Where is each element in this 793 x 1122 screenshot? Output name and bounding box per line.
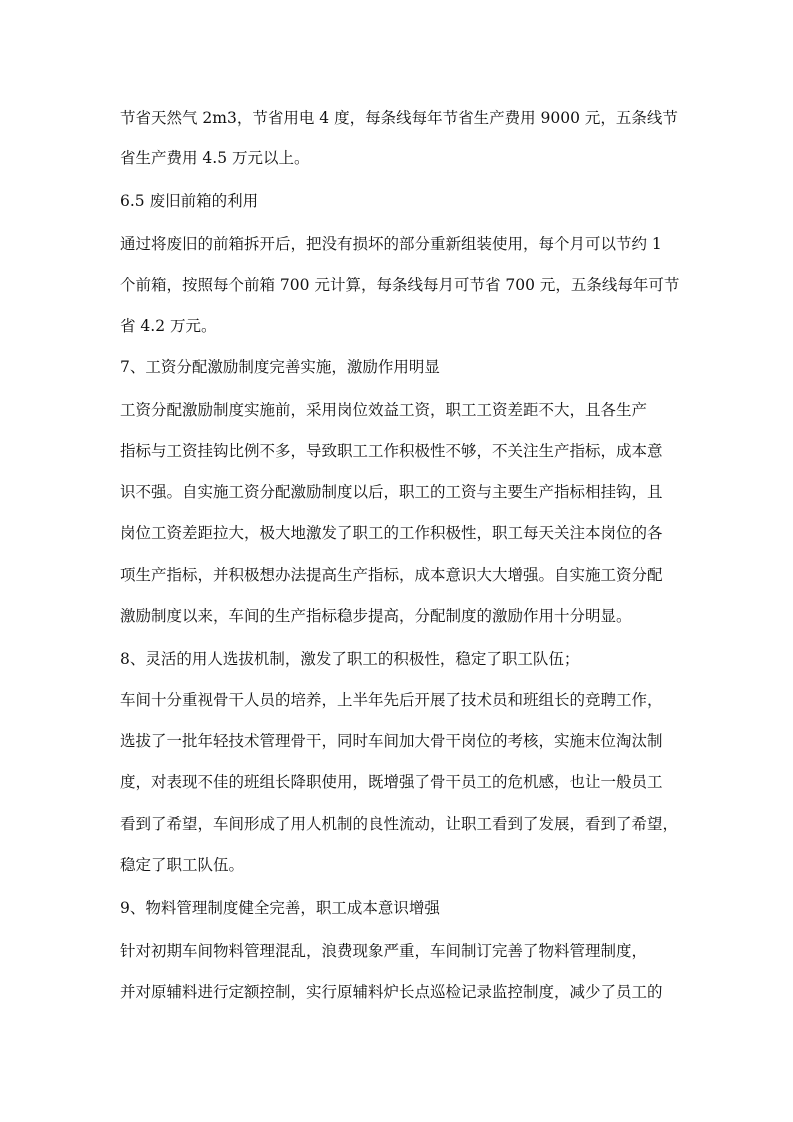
text-line: 岗位工资差距拉大，极大地激发了职工的工作积极性，职工每天关注本岗位的各 [120, 524, 663, 542]
text-line: 个前箱，按照每个前箱 700 元计算，每条线每月可节省 700 元，五条线每年可节 [120, 276, 680, 294]
section-heading-7: 7、工资分配激励制度完善实施，激励作用明显 [120, 358, 440, 376]
section-heading-6-5: 6.5 废旧前箱的利用 [120, 192, 259, 210]
text-line: 激励制度以来，车间的生产指标稳步提高，分配制度的激励作用十分明显。 [120, 607, 632, 625]
section-heading-9: 9、物料管理制度健全完善，职工成本意识增强 [120, 899, 440, 917]
text-line: 车间十分重视骨干人员的培养，上半年先后开展了技术员和班组长的竞聘工作， [120, 691, 663, 709]
text-line: 工资分配激励制度实施前，采用岗位效益工资，职工工资差距不大，且各生产 [120, 401, 648, 419]
text-line: 并对原辅料进行定额控制，实行原辅料炉长点巡检记录监控制度，减少了员工的 [120, 983, 663, 1001]
text-line: 度，对表现不佳的班组长降职使用，既增强了骨干员工的危机感，也让一般员工 [120, 773, 663, 791]
text-line: 识不强。自实施工资分配激励制度以后，职工的工资与主要生产指标相挂钩，且 [120, 483, 663, 501]
text-line: 稳定了职工队伍。 [120, 856, 245, 874]
text-line: 看到了希望，车间形成了用人机制的良性流动，让职工看到了发展，看到了希望， [120, 815, 679, 833]
text-line: 项生产指标，并积极想办法提高生产指标，成本意识大大增强。自实施工资分配 [120, 566, 663, 584]
text-line: 指标与工资挂钩比例不多，导致职工工作积极性不够，不关注生产指标，成本意 [120, 442, 663, 460]
text-line: 选拔了一批年轻技术管理骨干，同时车间加大骨干岗位的考核，实施末位淘汰制 [120, 732, 663, 750]
text-line: 针对初期车间物料管理混乱，浪费现象严重，车间制订完善了物料管理制度， [120, 942, 648, 960]
text-line: 通过将废旧的前箱拆开后，把没有损坏的部分重新组装使用，每个月可以节约 1 [120, 235, 662, 253]
text-line: 节省天然气 2m3，节省用电 4 度，每条线每年节省生产费用 9000 元，五条线节 [120, 109, 678, 127]
section-heading-8: 8、灵活的用人选拔机制，激发了职工的积极性，稳定了职工队伍； [120, 650, 580, 668]
text-line: 省 4.2 万元。 [120, 317, 217, 335]
text-line: 省生产费用 4.5 万元以上。 [120, 149, 310, 167]
